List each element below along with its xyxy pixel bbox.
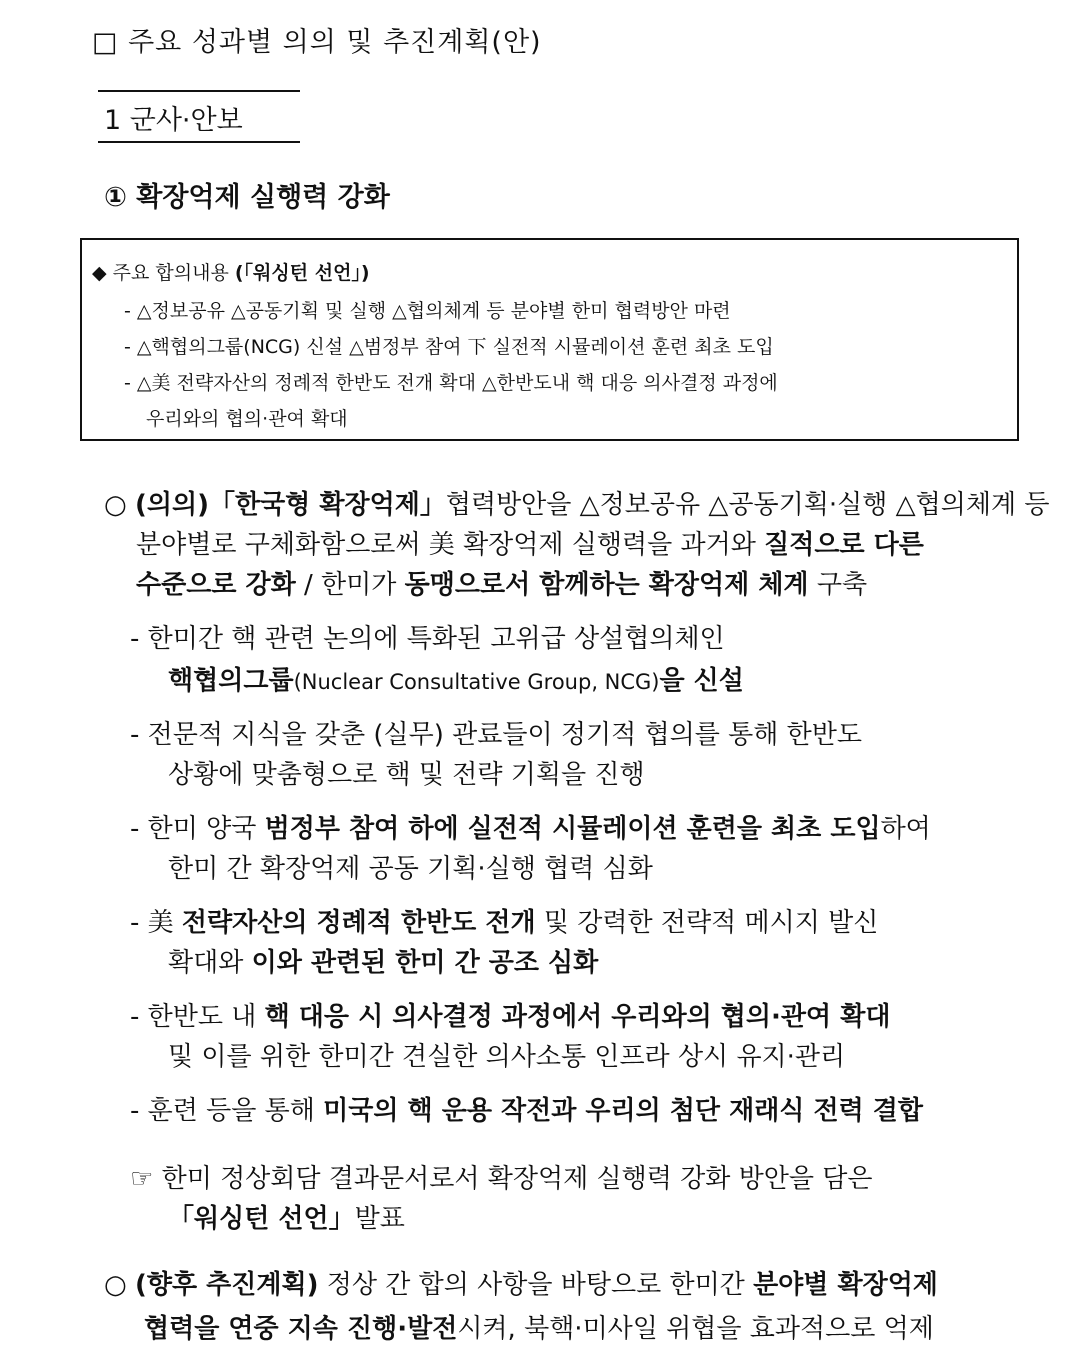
page-title: □ 주요 성과별 의의 및 추진계획(안) xyxy=(92,27,542,58)
box-item: - △美 전략자산의 정례적 한반도 전개 확대 △한반도내 핵 대응 의사결정 과정에 xyxy=(124,372,778,394)
bullet-2-line2: 상황에 맞춤형으로 핵 및 전략 기획을 진행 xyxy=(168,760,645,790)
bullet-text: - 한미 양국 xyxy=(130,814,265,844)
bullet-4-line1 xyxy=(130,902,878,939)
section-bottom-rule xyxy=(98,141,300,143)
circle-bullet: ○ xyxy=(104,490,135,520)
section-heading: 1 군사·안보 xyxy=(104,105,243,136)
ncg-english: (Nuclear Consultative Group, NCG) xyxy=(293,670,660,694)
para1-text: 구축 xyxy=(808,570,868,600)
bullet-text: - 한반도 내 xyxy=(130,1002,265,1032)
para2-label: (향후 추진계획) xyxy=(134,1270,319,1300)
box-heading-label: ◆ 주요 합의내용 xyxy=(92,262,235,284)
box-item: - △정보공유 △공동기획 및 실행 △협의체계 등 분야별 한미 협력방안 마련 xyxy=(124,300,731,322)
bullet-text: 하여 xyxy=(880,814,931,844)
circle-bullet: ○ xyxy=(104,1270,135,1300)
para1-line3 xyxy=(136,564,867,601)
para1-emphasis: 수준으로 강화 xyxy=(136,570,296,600)
bullet-6-line1 xyxy=(130,1090,923,1127)
subsection-heading: ① 확장억제 실행력 강화 xyxy=(104,182,390,213)
bullet-2-line1: - 전문적 지식을 갖춘 (실무) 관료들이 정기적 협의를 통해 한반도 xyxy=(130,720,862,750)
bullet-emphasis: 핵 대응 시 의사결정 과정에서 우리와의 협의·관여 확대 xyxy=(264,1002,891,1032)
para1-emphasis: 동맹으로서 함께하는 확장억제 체계 xyxy=(404,570,809,600)
para2-emphasis: 협력을 연중 지속 진행·발전 xyxy=(144,1314,458,1344)
bullet-emphasis: 범정부 참여 하에 실전적 시뮬레이션 훈련을 최초 도입 xyxy=(264,814,881,844)
note-line2 xyxy=(168,1198,405,1235)
agreement-box xyxy=(80,238,1019,441)
box-heading xyxy=(92,258,370,285)
para2-line2 xyxy=(144,1308,934,1345)
para2-line1 xyxy=(104,1264,938,1301)
note-line1: ☞ 한미 정상회담 결과문서로서 확장억제 실행력 강화 방안을 담은 xyxy=(130,1164,873,1194)
bullet-emphasis: 미국의 핵 운용 작전과 우리의 첨단 재래식 전력 결합 xyxy=(323,1096,923,1126)
note-text: 발표 xyxy=(354,1204,405,1234)
para1-text: 협력방안을 △정보공유 △공동기획·실행 △협의체계 등 xyxy=(445,490,1050,520)
bullet-text: 및 강력한 전략적 메시지 발신 xyxy=(535,908,879,938)
para2-text: 시켜, 북핵·미사일 위협을 효과적으로 억제 xyxy=(457,1314,934,1344)
bullet-emphasis: 이와 관련된 한미 간 공조 심화 xyxy=(251,948,599,978)
para1-line2 xyxy=(136,524,924,561)
para1-text: 분야별로 구체화함으로써 美 확장억제 실행력을 과거와 xyxy=(136,530,765,560)
para2-text: 정상 간 합의 사항을 바탕으로 한미간 xyxy=(318,1270,754,1300)
para1-label: (의의)「한국형 확장억제」 xyxy=(134,490,446,520)
ncg-term: 핵협의그룹 xyxy=(168,666,294,696)
box-heading-title: (「워싱턴 선언」) xyxy=(234,262,370,284)
bullet-text: 확대와 xyxy=(168,948,252,978)
bullet-1-line2 xyxy=(168,660,744,697)
bullet-3-line1 xyxy=(130,808,931,845)
bullet-text: - 美 xyxy=(130,908,182,938)
box-item: - △핵협의그룹(NCG) 신설 △범정부 참여 下 실전적 시뮬레이션 훈련 최초 도입 xyxy=(124,336,774,358)
para1-text: / 한미가 xyxy=(295,570,405,600)
bullet-5-line2: 및 이를 위한 한미간 견실한 의사소통 인프라 상시 유지·관리 xyxy=(168,1042,846,1072)
box-item-continuation: 우리와의 협의·관여 확대 xyxy=(146,408,348,430)
bullet-4-line2 xyxy=(168,942,598,979)
bullet-emphasis: 전략자산의 정례적 한반도 전개 xyxy=(181,908,536,938)
ncg-emphasis: 을 신설 xyxy=(659,666,744,696)
para1-line1 xyxy=(104,484,1049,521)
bullet-5-line1 xyxy=(130,996,890,1033)
bullet-3-line2: 한미 간 확장억제 공동 기획·실행 협력 심화 xyxy=(168,854,653,884)
para2-emphasis: 분야별 확장억제 xyxy=(753,1270,938,1300)
washington-declaration: 「워싱턴 선언」 xyxy=(168,1204,355,1234)
bullet-text: - 훈련 등을 통해 xyxy=(130,1096,324,1126)
section-top-rule xyxy=(98,90,300,92)
para1-emphasis: 질적으로 다른 xyxy=(764,530,924,560)
bullet-1-line1: - 한미간 핵 관련 논의에 특화된 고위급 상설협의체인 xyxy=(130,624,725,654)
